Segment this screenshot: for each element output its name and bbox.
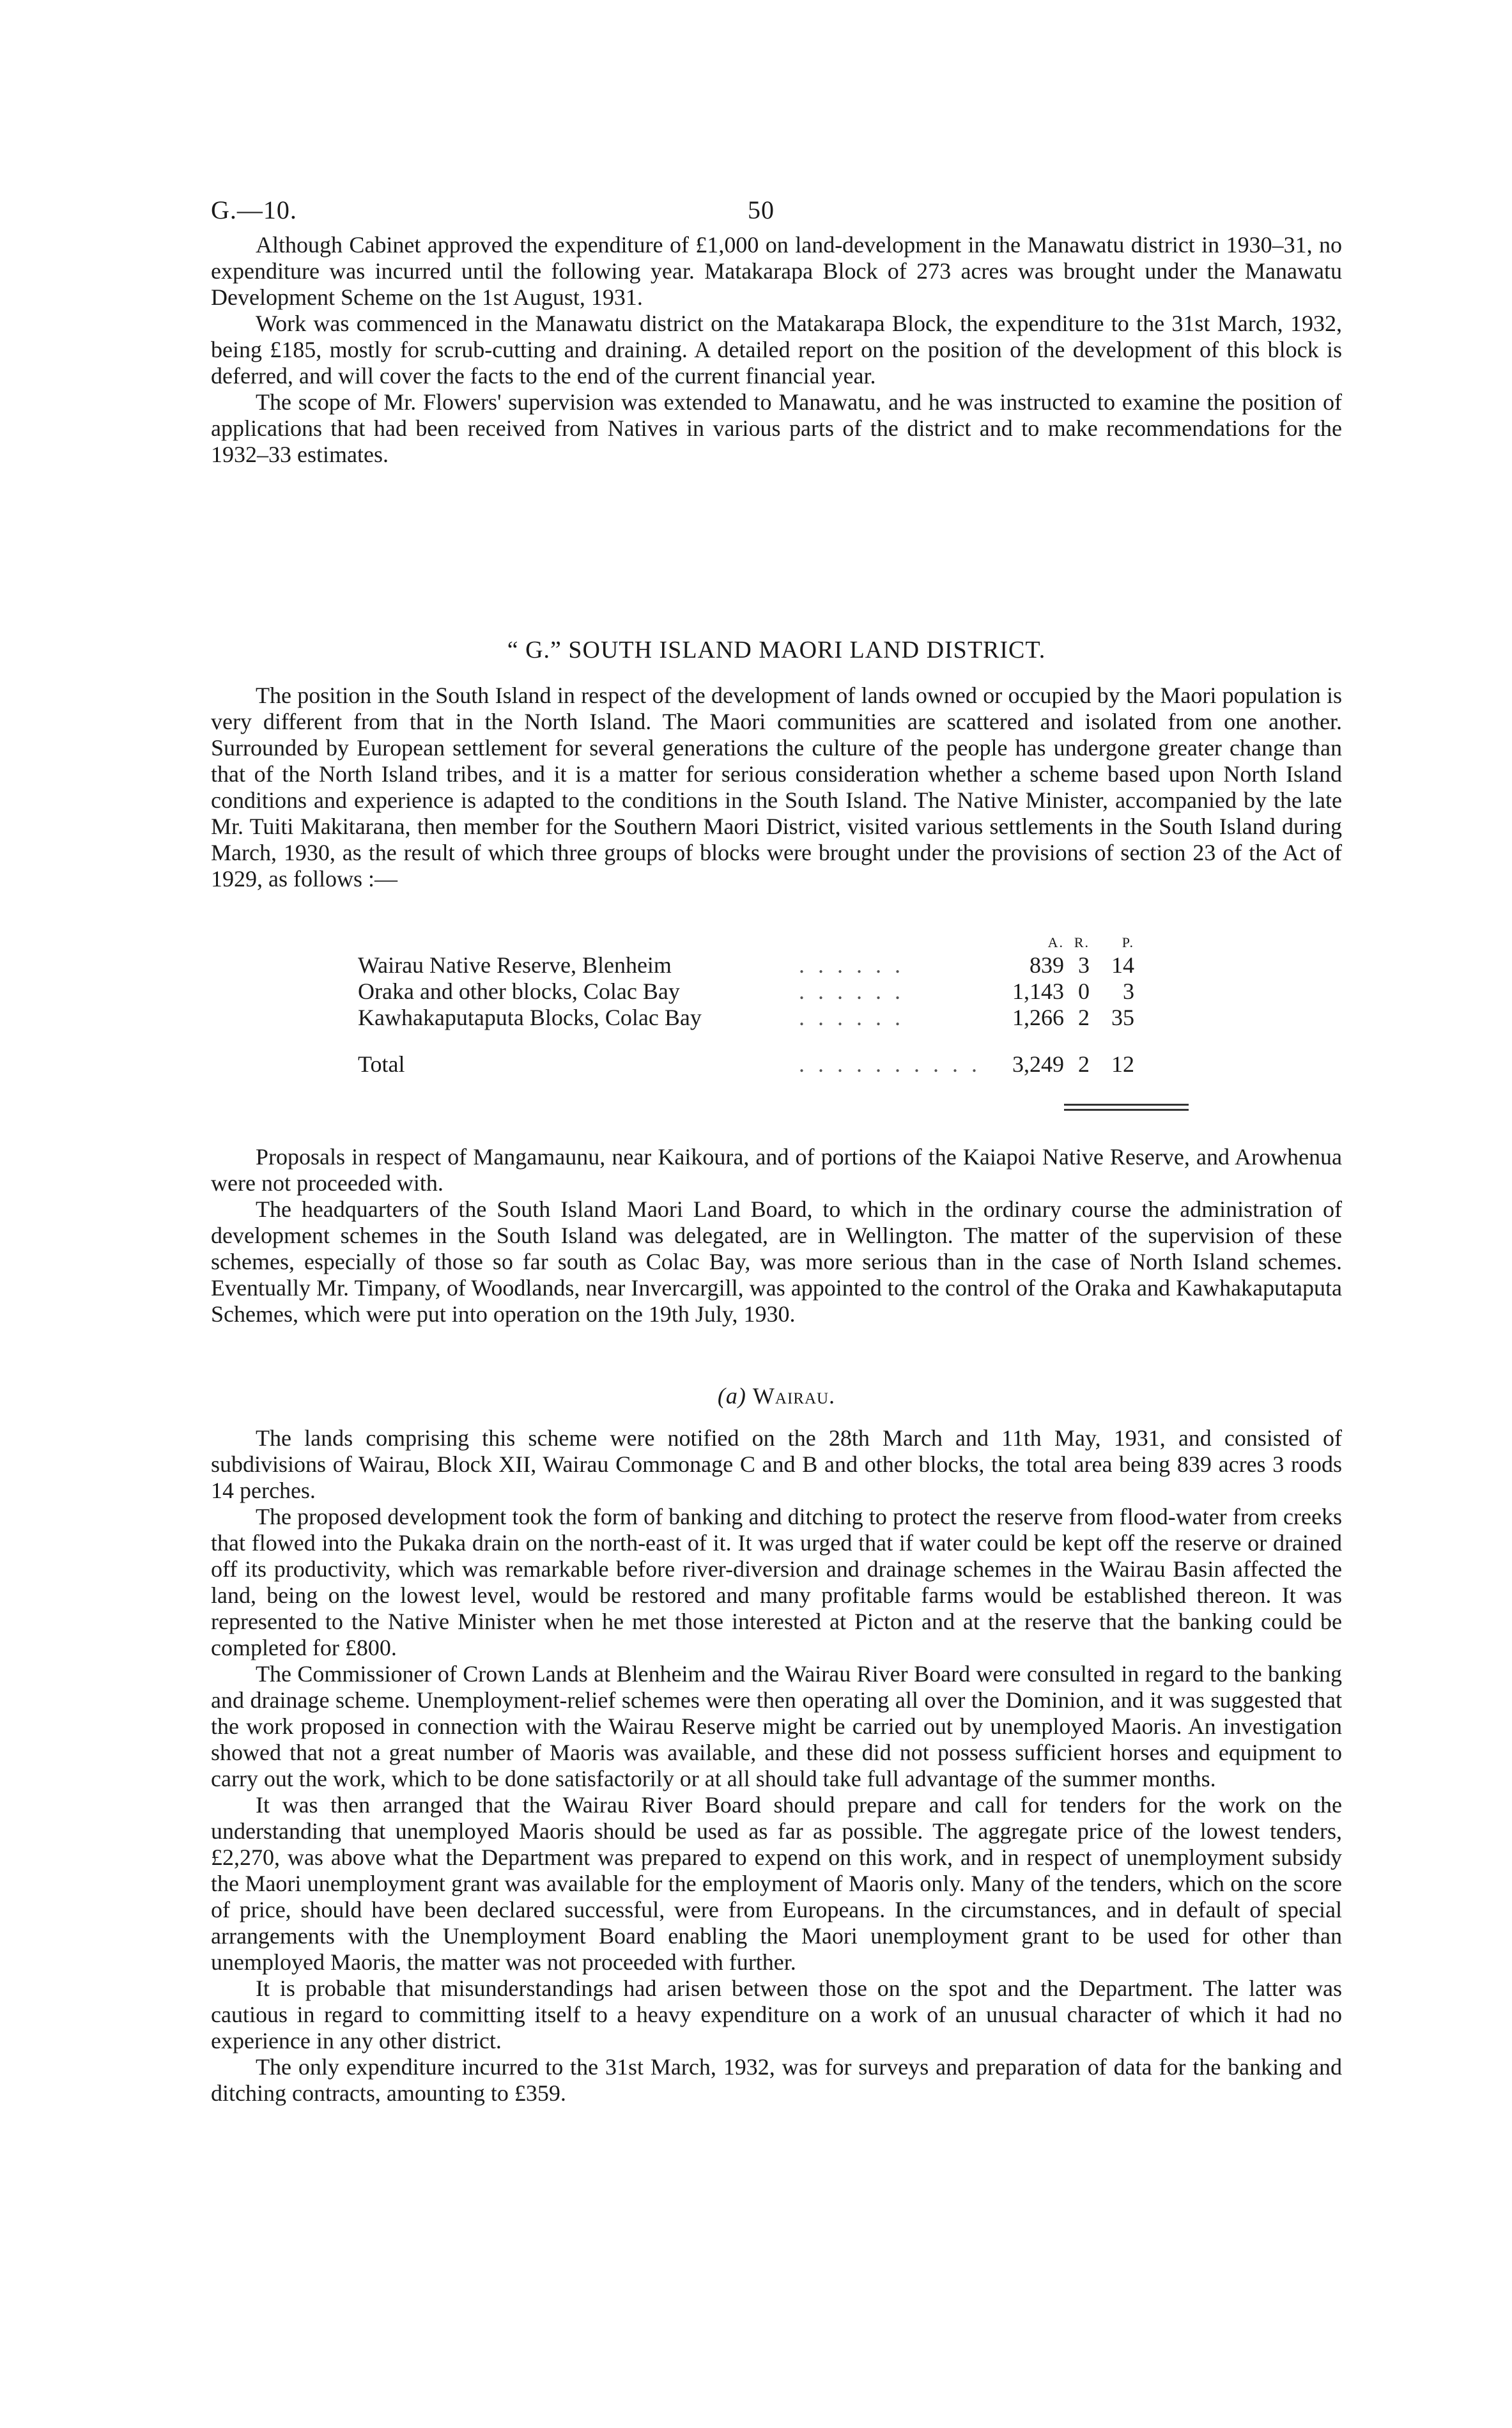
subsection-prefix: (a) <box>717 1383 746 1409</box>
roods-value: 0 <box>1078 978 1090 1004</box>
paragraph: It was then arranged that the Wairau River Board should prepare and call for tenders for the work on the understanding that unemployed Maoris should be used as far as possible. The aggregate price of the lowest tenders, £2,270, was above what the Department was prepared to expend on this work, and in respect of unemployment subsidy the Maori unemployment grant was available for the employment of Maoris only. Many of the tenders, which on the score of price, should have been declared successful, were from Europeans. In the circumstances, and in default of special arrangements with the Unemployment Board enabling the Maori unemployment grant to be used for other than unemployed Maoris, the matter was not proceeded with further. <box>211 1792 1342 1975</box>
paragraph: Work was commenced in the Manawatu district on the Matakarapa Block, the expenditure to the 31st March, 1932, being £185, mostly for scrub-cutting and draining. A detailed report on the position of the development of this block is deferred, and will cover the facts to the end of the current financial year. <box>211 311 1342 389</box>
subsection-title: Wairau. <box>752 1383 836 1409</box>
block-name: Oraka and other blocks, Colac Bay <box>358 978 680 1004</box>
document-reference: G.—10. <box>211 196 297 224</box>
table-row <box>358 1005 1134 1031</box>
paragraph: The position in the South Island in respect of the development of lands owned or occupied by the Maori population is very different from that in the North Island. The Maori communities are scattered and isolated from one another. Surrounded by European settlement for several generations the culture of the people has undergone greater change than that of the North Island tribes, and it is a matter for serious consideration whether a scheme based upon North Island conditions and experience is adapted to the conditions in the South Island. The Native Minister, accompanied by the late Mr. Tuiti Makitarana, then member for the Southern Maori District, visited various settlements in the South Island during March, 1930, as the result of which three groups of blocks were brought under the provisions of section 23 of the Act of 1929, as follows :— <box>211 683 1342 892</box>
paragraph: Although Cabinet approved the expenditure of £1,000 on land-development in the Manawatu district in 1930–31, no expenditure was incurred until the following year. Matakarapa Block of 273 acres was brought under the Manawatu Development Scheme on the 1st August, 1931. <box>211 232 1342 310</box>
total-label: Total <box>358 1051 405 1077</box>
post-table-section <box>211 1144 1342 1327</box>
perches-value: 14 <box>1111 952 1134 978</box>
table-row <box>358 978 1134 1005</box>
total-acres: 3,249 <box>1012 1051 1064 1077</box>
total-roods: 2 <box>1078 1051 1090 1077</box>
column-roods: R. <box>1074 934 1090 950</box>
perches-value: 3 <box>1123 978 1134 1004</box>
paragraph: Proposals in respect of Mangamaunu, near Kaikoura, and of portions of the Kaiapoi Native Reserve, and Arowhenua were not proceeded with. <box>211 1144 1342 1196</box>
total-double-rule-lower <box>1064 1109 1189 1111</box>
column-acres: A. <box>1047 934 1064 950</box>
paragraph: The headquarters of the South Island Maori Land Board, to which in the ordinary course the administration of development schemes in the South Island was delegated, are in Wellington. The matter of the supervision of these schemes, especially of those so far south as Colac Bay, was more serious than in the case of North Island schemes. Eventually Mr. Timpany, of Woodlands, near Invercargill, was appointed to the control of the Oraka and Kawhakaputaputa Schemes, which were put into operation on the 19th July, 1930. <box>211 1196 1342 1327</box>
perches-value: 35 <box>1111 1005 1134 1030</box>
table-row <box>358 952 1134 978</box>
leader-dots: . . . . . . <box>799 1005 904 1030</box>
acres-value: 1,266 <box>1012 1005 1064 1030</box>
leader-dots: . . . . . . <box>799 978 904 1004</box>
subsection-heading <box>211 1382 1342 1409</box>
acres-value: 839 <box>1030 952 1064 978</box>
block-name: Wairau Native Reserve, Blenheim <box>358 952 672 978</box>
roods-value: 2 <box>1078 1005 1090 1030</box>
section-heading: “ G.” SOUTH ISLAND MAORI LAND DISTRICT. <box>507 637 1046 663</box>
page-number: 50 <box>748 196 775 224</box>
roods-value: 3 <box>1078 952 1090 978</box>
leader-dots: . . . . . . . . . . <box>799 1051 981 1077</box>
paragraph: The lands comprising this scheme were notified on the 28th March and 11th May, 1931, and consisted of subdivisions of Wairau, Block XII, Wairau Commonage C and B and other blocks, the total area being 839 acres 3 roods 14 perches. <box>211 1425 1342 1503</box>
total-perches: 12 <box>1111 1051 1134 1077</box>
table-column-headers <box>358 933 1134 952</box>
leader-dots: . . . . . . <box>799 952 904 978</box>
paragraph: The Commissioner of Crown Lands at Blenheim and the Wairau River Board were consulted in regard to the banking and drainage scheme. Unemployment-relief schemes were then operating all over the Dominion, and it was suggested that the work proposed in connection with the Wairau Reserve might be carried out by unemployed Maoris. An investigation showed that not a great number of Maoris was available, and these did not possess sufficient horses and equipment to carry out the work, which to be done satisfactorily or at all should take full advantage of the summer months. <box>211 1661 1342 1791</box>
acres-value: 1,143 <box>1012 978 1064 1004</box>
paragraph: The proposed development took the form of banking and ditching to protect the reserve from flood-water from creeks that flowed into the Pukaka drain on the north-east of it. It was urged that if water could be kept off the reserve or drained off its productivity, which was remarkable before river-diversion and drainage schemes in the Wairau Basin affected the land, being on the lowest level, would be restored and many profitable farms would be established thereon. It was represented to the Native Minister when he met those interested at Picton and at the reserve that the banking could be completed for £800. <box>211 1504 1342 1660</box>
table-total-row <box>358 1031 1134 1078</box>
column-perches: P. <box>1122 934 1134 950</box>
total-double-rule-upper <box>1064 1104 1189 1106</box>
paragraph: The only expenditure incurred to the 31st March, 1932, was for surveys and preparation of data for the banking and ditching contracts, amounting to £359. <box>211 2054 1342 2106</box>
section-body <box>211 683 1342 892</box>
area-table <box>358 933 1134 1078</box>
intro-section <box>211 232 1342 468</box>
paragraph: It is probable that misunderstandings had arisen between those on the spot and the Department. The latter was cautious in regard to committing itself to a heavy expenditure on a work of an unusual character of which it had no experience in any other district. <box>211 1976 1342 2053</box>
paragraph: The scope of Mr. Flowers' supervision was extended to Manawatu, and he was instructed to examine the position of applications that had been received from Natives in various parts of the district and to make recommendations for the 1932–33 estimates. <box>211 389 1342 467</box>
block-name: Kawhakaputaputa Blocks, Colac Bay <box>358 1005 702 1030</box>
wairau-section <box>211 1425 1342 2107</box>
